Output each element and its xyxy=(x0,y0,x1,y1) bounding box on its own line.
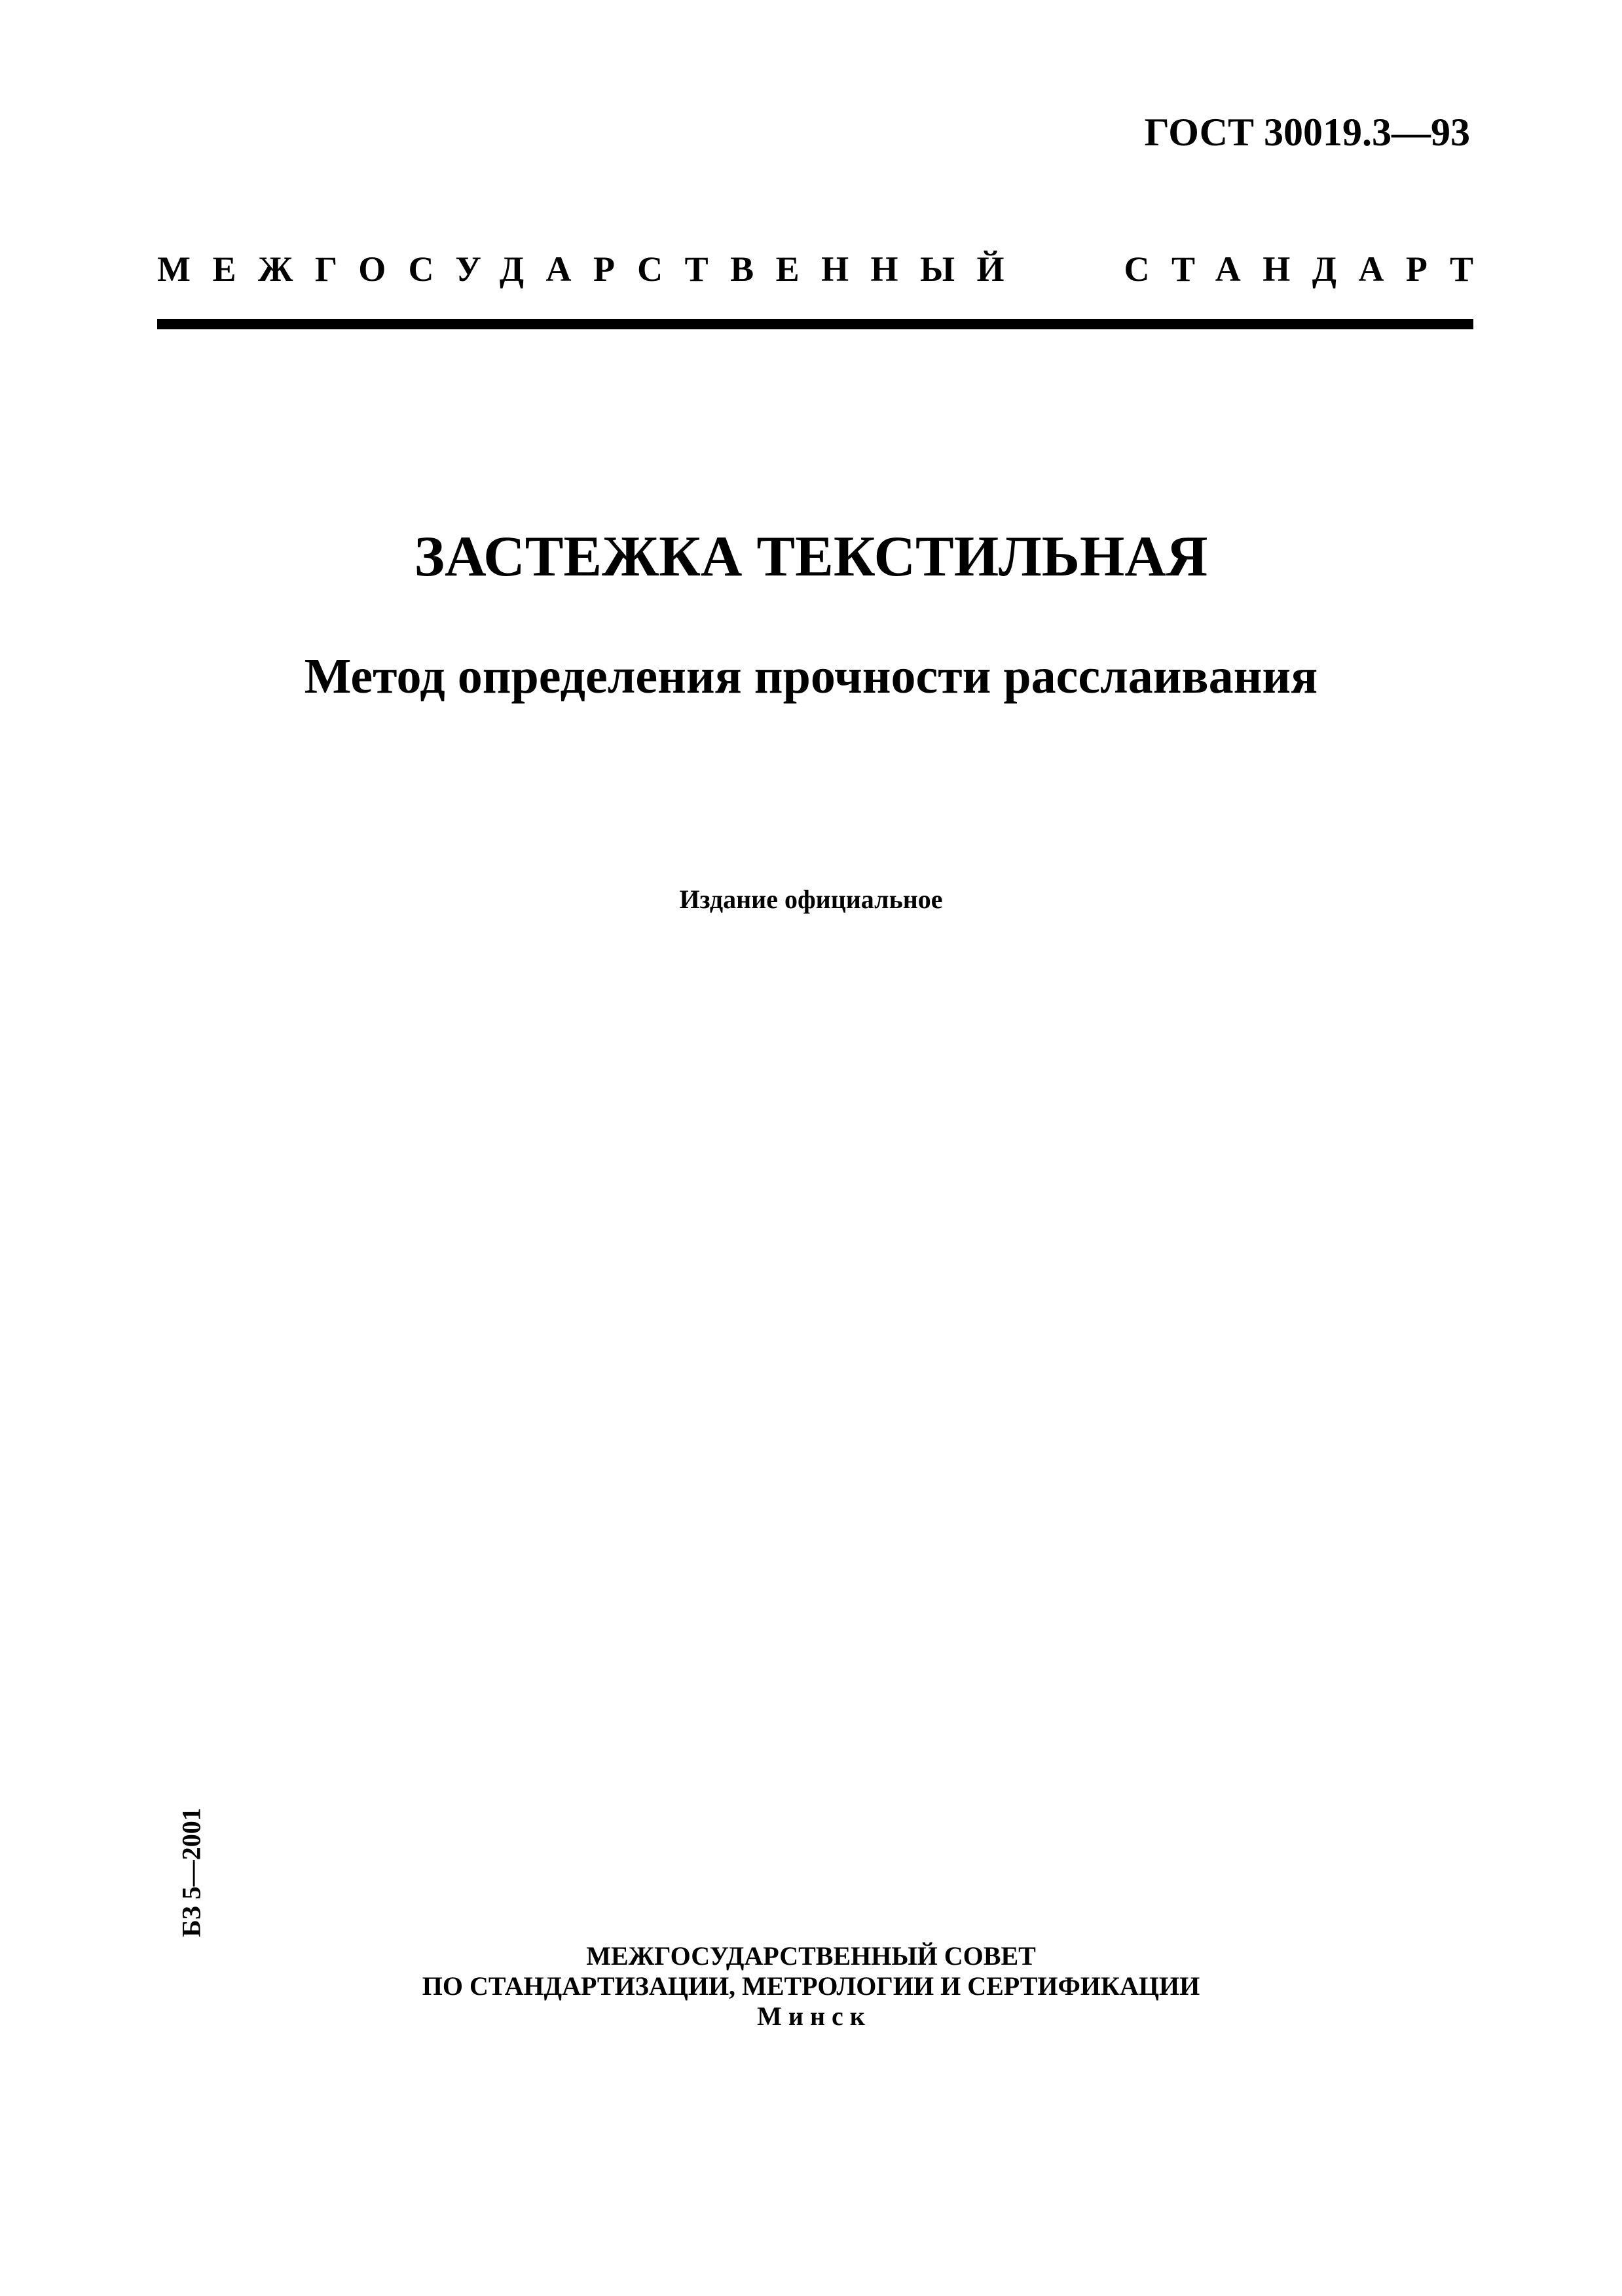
publisher-line-2: ПО СТАНДАРТИЗАЦИИ, МЕТРОЛОГИИ И СЕРТИФИКАЦИИ xyxy=(422,1971,1200,2001)
side-margin-code: БЗ 5—2001 xyxy=(176,1808,206,1937)
document-number: ГОСТ 30019.3—93 xyxy=(1144,111,1470,154)
publisher-line-1: МЕЖГОСУДАРСТВЕННЫЙ СОВЕТ xyxy=(586,1941,1036,1971)
document-subtitle: Метод определения прочности расслаивания xyxy=(304,649,1318,704)
standard-type-heading xyxy=(157,249,1496,289)
edition-label: Издание официальное xyxy=(679,884,943,914)
publisher-block xyxy=(0,1941,1622,2032)
standard-type-word-2: СТАНДАРТ xyxy=(1124,249,1496,289)
document-title: ЗАСТЕЖКА ТЕКСТИЛЬНАЯ xyxy=(414,525,1208,589)
header-divider xyxy=(157,319,1473,329)
standard-type-word-1: МЕЖГОСУДАРСТВЕННЫЙ xyxy=(157,249,1027,289)
publisher-city: Минск xyxy=(757,2001,872,2031)
